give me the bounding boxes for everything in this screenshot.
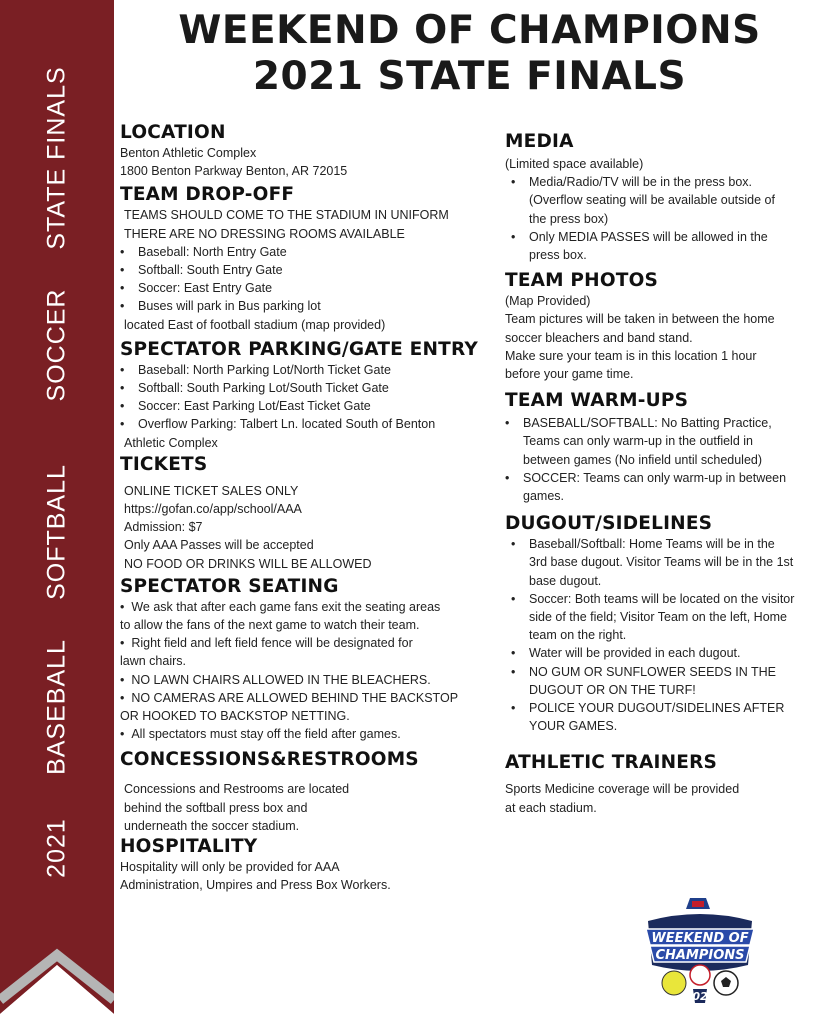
title-line-1: WEEKEND OF CHAMPIONS (178, 8, 761, 53)
seating-item: • NO LAWN CHAIRS ALLOWED IN THE BLEACHERS. (120, 672, 431, 687)
tickets-section (120, 454, 490, 573)
dropoff-section (120, 184, 490, 333)
dropoff-bullet: • Baseball: North Entry Gate (120, 243, 490, 261)
media-section (505, 131, 817, 264)
softball-icon (662, 971, 686, 995)
tickets-line: ONLINE TICKET SALES ONLY (124, 483, 299, 498)
trainers-line: Sports Medicine coverage will be provided (505, 782, 740, 797)
warmups-bullet: • SOCCER: Teams can only warm-up in between games. (505, 469, 817, 505)
dugout-bullet: • Water will be provided in each dugout. (511, 644, 817, 662)
parking-bullet: • Baseball: North Parking Lot/North Ticket Gate (120, 361, 490, 379)
hospitality-heading: HOSPITALITY (120, 836, 258, 858)
parking-bullet: • Softball: South Parking Lot/South Ticket Gate (120, 379, 490, 397)
concessions-line: Concessions and Restrooms are located (124, 782, 350, 797)
seating-item: • Right field and left field fence will be designated for (120, 636, 413, 651)
media-bullet: • Media/Radio/TV will be in the press box. (Overflow seating will be available outside of the press box) (511, 173, 817, 228)
media-note: (Limited space available) (505, 157, 644, 171)
hospitality-line: Administration, Umpires and Press Box Workers. (120, 878, 391, 893)
dropoff-heading: TEAM DROP-OFF (120, 184, 295, 206)
dugout-bullet: • Baseball/Softball: Home Teams will be in the 3rd base dugout. Visitor Teams will be in the 1st base dugout. (511, 535, 817, 590)
media-heading: MEDIA (505, 131, 574, 152)
concessions-section (120, 749, 490, 835)
seating-heading: SPECTATOR SEATING (120, 575, 339, 597)
warmups-bullet: • BASEBALL/SOFTBALL: No Batting Practice, Teams can only warm-up in the outfield in between games (No infield until scheduled) (505, 414, 817, 469)
trainers-line: at each stadium. (505, 800, 597, 815)
dugout-bullet: • Soccer: Both teams will be located on the visitor side of the field; Visitor Team on the left, Home team on the right. (511, 590, 817, 645)
dropoff-line: THERE ARE NO DRESSING ROOMS AVAILABLE (124, 226, 405, 241)
baseball-icon (690, 965, 710, 985)
location-section (120, 122, 490, 180)
warmups-section (505, 390, 817, 505)
ribbon-word-soccer: SOCCER (42, 288, 71, 402)
dugout-bullet: • POLICE YOUR DUGOUT/SIDELINES AFTER YOUR GAMES. (511, 699, 817, 735)
photos-section (505, 270, 817, 383)
dugout-heading: DUGOUT/SIDELINES (505, 513, 713, 535)
tickets-line: Only AAA Passes will be accepted (124, 538, 314, 553)
seating-section (120, 576, 490, 744)
weekend-of-champions-logo (630, 895, 770, 1010)
dropoff-line: TEAMS SHOULD COME TO THE STADIUM IN UNIFORM (124, 208, 449, 223)
parking-heading: SPECTATOR PARKING/GATE ENTRY (120, 338, 478, 360)
hospitality-section (120, 836, 490, 894)
dropoff-bullet: • Buses will park in Bus parking lot (120, 297, 490, 315)
logo-line-1: WEEKEND OF (651, 931, 749, 946)
dugout-section (505, 513, 817, 735)
concessions-line: behind the softball press box and (124, 800, 308, 815)
photos-line: before your game time. (505, 367, 634, 382)
left-column (120, 122, 490, 895)
parking-tail: Athletic Complex (124, 435, 218, 450)
seating-item: • We ask that after each game fans exit the seating areas (120, 599, 441, 614)
tickets-heading: TICKETS (120, 453, 208, 475)
tickets-url: https://gofan.co/app/school/AAA (124, 502, 302, 517)
photos-line: Make sure your team is in this location 1 hour (505, 348, 757, 363)
dropoff-bullet: • Softball: South Entry Gate (120, 261, 490, 279)
concessions-heading: CONCESSIONS&RESTROOMS (120, 749, 419, 771)
warmups-heading: TEAM WARM-UPS (505, 390, 689, 412)
seating-item-cont: OR HOOKED TO BACKSTOP NETTING. (120, 709, 350, 724)
parking-bullet: • Overflow Parking: Talbert Ln. located South of Benton (120, 415, 490, 433)
trainers-section (505, 752, 817, 816)
photos-line: soccer bleachers and band stand. (505, 330, 693, 345)
page-title (120, 8, 819, 100)
ribbon-word-softball: SOFTBALL (42, 464, 71, 600)
seating-item-cont: to allow the fans of the next game to watch their team. (120, 618, 420, 633)
location-heading: LOCATION (120, 122, 226, 143)
dropoff-bullet: • Soccer: East Entry Gate (120, 279, 490, 297)
location-line: 1800 Benton Parkway Benton, AR 72015 (120, 164, 348, 179)
tickets-line: Admission: $7 (124, 520, 203, 535)
trainers-heading: ATHLETIC TRAINERS (505, 752, 718, 774)
ribbon-word-year: 2021 (42, 818, 71, 878)
photos-line: Team pictures will be taken in between the home (505, 312, 775, 327)
seating-item: • All spectators must stay off the field after games. (120, 727, 401, 742)
parking-bullet: • Soccer: East Parking Lot/East Ticket Gate (120, 397, 490, 415)
logo-year: 2021 (684, 990, 716, 1003)
hospitality-line: Hospitality will only be provided for AAA (120, 860, 340, 875)
right-column (505, 131, 817, 817)
tickets-line: NO FOOD OR DRINKS WILL BE ALLOWED (124, 556, 372, 571)
parking-section (120, 339, 490, 452)
location-line: Benton Athletic Complex (120, 146, 257, 160)
photos-heading: TEAM PHOTOS (505, 270, 659, 292)
seating-item: • NO CAMERAS ARE ALLOWED BEHIND THE BACKSTOP (120, 690, 459, 705)
title-line-2: 2021 STATE FINALS (252, 54, 687, 99)
logo-line-2: CHAMPIONS (655, 948, 745, 963)
dropoff-tail: located East of football stadium (map provided) (124, 317, 386, 332)
seating-item-cont: lawn chairs. (120, 654, 186, 669)
dugout-bullet: • NO GUM OR SUNFLOWER SEEDS IN THE DUGOUT OR ON THE TURF! (511, 663, 817, 699)
concessions-line: underneath the soccer stadium. (124, 818, 300, 833)
photos-line: (Map Provided) (505, 294, 591, 309)
media-bullet: • Only MEDIA PASSES will be allowed in the press box. (511, 228, 817, 264)
ribbon-word-baseball: BASEBALL (42, 639, 71, 775)
ribbon-word-state-finals: STATE FINALS (42, 66, 71, 250)
